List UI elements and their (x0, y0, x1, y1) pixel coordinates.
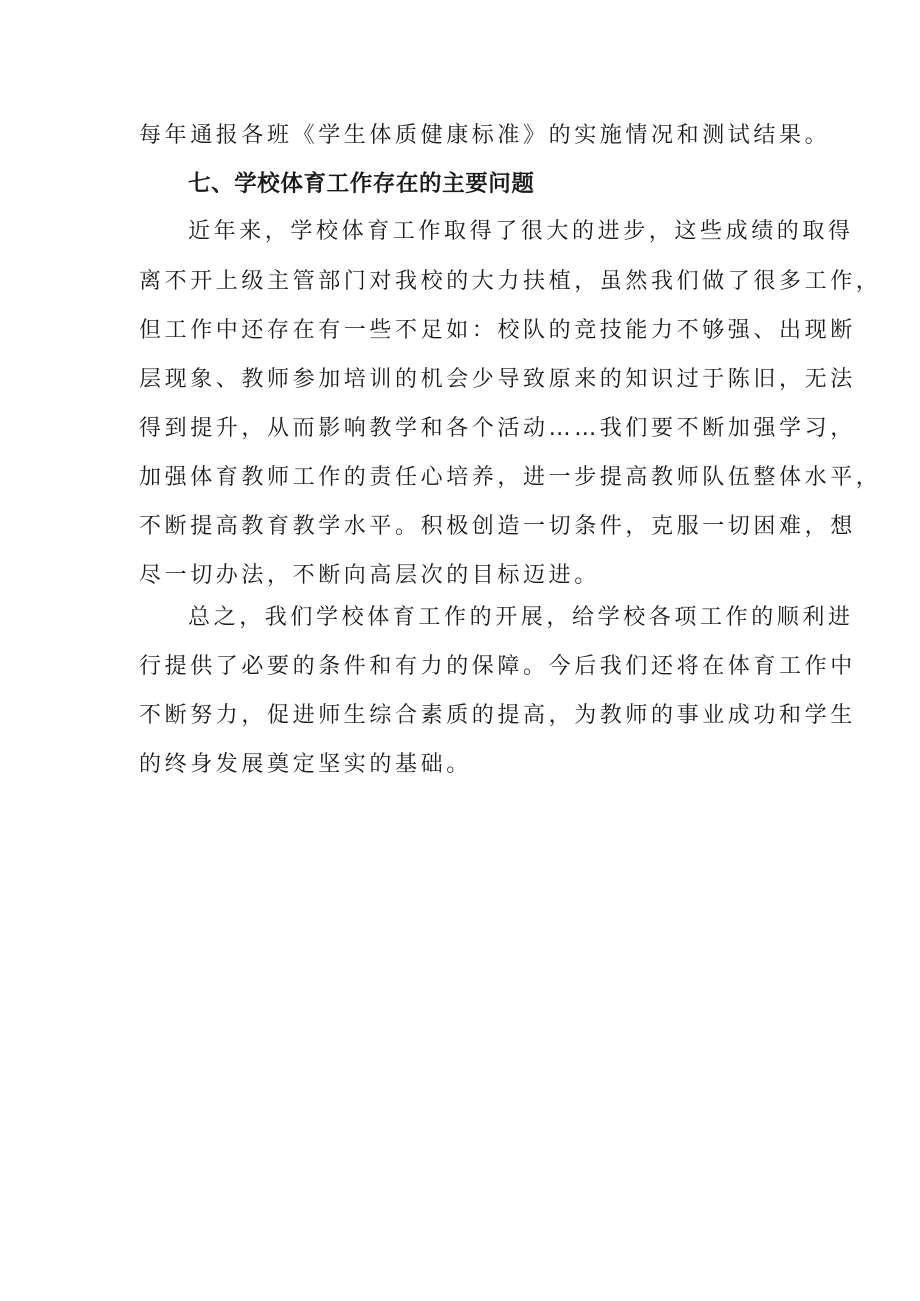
paragraph-line: 不断努力，促进师生综合素质的提高，为教师的事业成功和学生 (139, 703, 856, 728)
paragraph-line: 的终身发展奠定坚实的基础。 (139, 752, 472, 777)
paragraph-line: 总之，我们学校体育工作的开展，给学校各项工作的顺利进 (188, 605, 854, 630)
paragraph-line: 尽一切办法，不断向高层次的目标迈进。 (139, 563, 600, 588)
intro-text-line: 每年通报各班《学生体质健康标准》的实施情况和测试结果。 (139, 123, 831, 148)
paragraph-line: 行提供了必要的条件和有力的保障。今后我们还将在体育工作中 (139, 654, 856, 679)
paragraph-line: 得到提升，从而影响教学和各个活动……我们要不断加强学习， (139, 416, 856, 441)
paragraph-line: 近年来，学校体育工作取得了很大的进步，这些成绩的取得 (188, 219, 854, 244)
paragraph-line: 离不开上级主管部门对我校的大力扶植，虽然我们做了很多工作， (139, 269, 882, 294)
paragraph-line: 但工作中还存在有一些不足如：校队的竞技能力不够强、出现断 (139, 318, 856, 343)
paragraph-line: 加强体育教师工作的责任心培养，进一步提高教师队伍整体水平， (139, 465, 882, 490)
paragraph-line: 不断提高教育教学水平。积极创造一切条件，克服一切困难，想 (139, 514, 856, 539)
section-heading: 七、学校体育工作存在的主要问题 (188, 171, 535, 197)
paragraph-line: 层现象、教师参加培训的机会少导致原来的知识过于陈旧，无法 (139, 367, 856, 392)
